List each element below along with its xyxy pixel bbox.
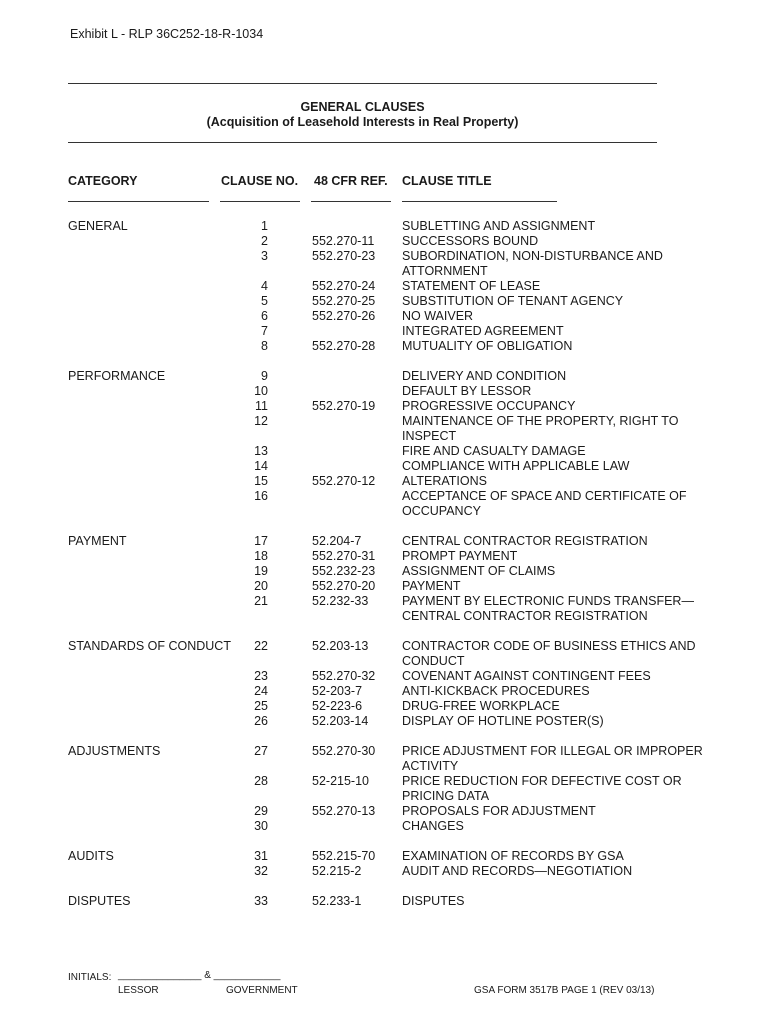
- clause-title: NO WAIVER: [402, 309, 474, 323]
- category-label: STANDARDS OF CONDUCT: [68, 639, 231, 653]
- clause-title: ASSIGNMENT OF CLAIMS: [402, 564, 556, 578]
- clause-number: 11: [255, 399, 268, 413]
- clause-title: SUCCESSORS BOUND: [402, 234, 539, 248]
- clause-title: DEFAULT BY LESSOR: [402, 384, 532, 398]
- footer-government-label: GOVERNMENT: [226, 985, 298, 996]
- clause-title: COVENANT AGAINST CONTINGENT FEES: [402, 669, 651, 683]
- cfr-reference: 52.203-14: [312, 714, 369, 728]
- header-clause-no: CLAUSE NO.: [221, 174, 299, 188]
- document-subtitle: (Acquisition of Leasehold Interests in Real Property): [206, 115, 519, 129]
- clause-title: SUBSTITUTION OF TENANT AGENCY: [402, 294, 624, 308]
- clause-title: DELIVERY AND CONDITION: [402, 369, 567, 383]
- clause-number: 8: [261, 339, 268, 353]
- header-underline-category: [68, 201, 209, 202]
- category-label: AUDITS: [68, 849, 114, 863]
- clause-title: PRICE ADJUSTMENT FOR ILLEGAL OR IMPROPER ACTIVITY: [402, 744, 703, 773]
- clause-number: 29: [254, 804, 268, 818]
- clause-title: SUBLETTING AND ASSIGNMENT: [402, 219, 596, 233]
- clause-title: PRICE REDUCTION FOR DEFECTIVE COST OR PRICING DATA: [402, 774, 682, 803]
- cfr-reference: 552.270-11: [312, 234, 375, 248]
- cfr-reference: 552.215-70: [312, 849, 376, 863]
- category-label: ADJUSTMENTS: [68, 744, 161, 758]
- cfr-reference: 552.270-26: [312, 309, 376, 323]
- clause-number: 27: [254, 744, 268, 758]
- clause-number: 10: [254, 384, 268, 398]
- clause-number: 14: [254, 459, 268, 473]
- clause-number: 24: [254, 684, 268, 698]
- clause-number: 31: [254, 849, 268, 863]
- clause-number: 19: [254, 564, 268, 578]
- clause-number: 1: [261, 219, 268, 233]
- clause-number: 3: [261, 249, 268, 263]
- cfr-reference: 52.203-13: [312, 639, 369, 653]
- clause-title: PROGRESSIVE OCCUPANCY: [402, 399, 576, 413]
- cfr-reference: 552.270-23: [312, 249, 376, 263]
- clause-number: 7: [261, 324, 268, 338]
- clause-title: AUDIT AND RECORDS—NEGOTIATION: [402, 864, 633, 878]
- clause-number: 4: [261, 279, 268, 293]
- clause-title: ACCEPTANCE OF SPACE AND CERTIFICATE OF OCCUPANCY: [402, 489, 687, 518]
- footer-form-number: GSA FORM 3517B PAGE 1 (REV 03/13): [474, 985, 655, 996]
- document-title: GENERAL CLAUSES: [300, 100, 425, 114]
- footer-lessor-label: LESSOR: [118, 985, 159, 996]
- clause-title: CONTRACTOR CODE OF BUSINESS ETHICS AND CONDUCT: [402, 639, 696, 668]
- category-label: GENERAL: [68, 219, 128, 233]
- clause-number: 21: [254, 594, 268, 608]
- category-label: PERFORMANCE: [68, 369, 166, 383]
- cfr-reference: 552.270-30: [312, 744, 376, 758]
- category-label: PAYMENT: [68, 534, 127, 548]
- clause-number: 9: [261, 369, 268, 383]
- clause-number: 17: [254, 534, 268, 548]
- cfr-reference: 52-215-10: [312, 774, 369, 788]
- cfr-reference: 552.270-32: [312, 669, 376, 683]
- clause-number: 28: [254, 774, 268, 788]
- cfr-reference: 52-223-6: [312, 699, 363, 713]
- clause-number: 5: [261, 294, 268, 308]
- cfr-reference: 52-203-7: [312, 684, 363, 698]
- clause-number: 32: [254, 864, 268, 878]
- cfr-reference: 552.270-28: [312, 339, 376, 353]
- cfr-reference: 52.233-1: [312, 894, 362, 908]
- cfr-reference: 552.270-25: [312, 294, 376, 308]
- cfr-reference: 52.215-2: [312, 864, 362, 878]
- header-cfr-ref: 48 CFR REF.: [314, 174, 388, 188]
- header-category: CATEGORY: [68, 174, 138, 188]
- clause-title: EXAMINATION OF RECORDS BY GSA: [402, 849, 624, 863]
- clause-title: MAINTENANCE OF THE PROPERTY, RIGHT TO INSPECT: [402, 414, 679, 443]
- clause-number: 15: [254, 474, 268, 488]
- cfr-reference: 552.270-31: [312, 549, 376, 563]
- clause-number: 33: [254, 894, 268, 908]
- clause-title: CENTRAL CONTRACTOR REGISTRATION: [402, 534, 648, 548]
- cfr-reference: 552.270-13: [312, 804, 376, 818]
- header-underline-clause-no: [220, 201, 300, 202]
- clause-number: 16: [254, 489, 268, 503]
- footer-initials-label: INITIALS:: [68, 972, 112, 983]
- clause-title: SUBORDINATION, NON-DISTURBANCE AND ATTORNMENT: [402, 249, 663, 278]
- clause-number: 20: [254, 579, 268, 593]
- clause-title: PAYMENT BY ELECTRONIC FUNDS TRANSFER— CENTRAL CONTRACTOR REGISTRATION: [402, 594, 694, 623]
- header-underline-clause-title: [402, 201, 557, 202]
- clause-number: 2: [261, 234, 268, 248]
- clause-title: PAYMENT: [402, 579, 461, 593]
- clause-title: ALTERATIONS: [402, 474, 487, 488]
- clause-number: 18: [254, 549, 268, 563]
- clause-number: 26: [254, 714, 268, 728]
- clause-title: CHANGES: [402, 819, 464, 833]
- clause-number: 6: [261, 309, 268, 323]
- clause-title: DISPUTES: [402, 894, 465, 908]
- clause-title: PROPOSALS FOR ADJUSTMENT: [402, 804, 596, 818]
- clause-number: 22: [254, 639, 268, 653]
- title-bottom-rule: [68, 142, 657, 143]
- cfr-reference: 52.232-33: [312, 594, 369, 608]
- cfr-reference: 552.270-19: [312, 399, 376, 413]
- category-label: DISPUTES: [68, 894, 131, 908]
- clause-title: DISPLAY OF HOTLINE POSTER(S): [402, 714, 604, 728]
- clause-number: 30: [254, 819, 268, 833]
- cfr-reference: 52.204-7: [312, 534, 362, 548]
- header-underline-cfr-ref: [311, 201, 391, 202]
- header-clause-title: CLAUSE TITLE: [402, 174, 492, 188]
- cfr-reference: 552.270-24: [312, 279, 376, 293]
- clause-title: DRUG-FREE WORKPLACE: [402, 699, 560, 713]
- clause-number: 13: [254, 444, 268, 458]
- clause-number: 23: [254, 669, 268, 683]
- clause-number: 12: [254, 414, 268, 428]
- cfr-reference: 552.270-20: [312, 579, 376, 593]
- footer-initials-line: _______________ & ____________: [118, 970, 281, 981]
- clause-title: STATEMENT OF LEASE: [402, 279, 541, 293]
- clause-number: 25: [254, 699, 268, 713]
- clause-title: PROMPT PAYMENT: [402, 549, 518, 563]
- cfr-reference: 552.232-23: [312, 564, 376, 578]
- top-rule: [68, 83, 657, 84]
- clause-title: FIRE AND CASUALTY DAMAGE: [402, 444, 586, 458]
- clause-title: INTEGRATED AGREEMENT: [402, 324, 564, 338]
- cfr-reference: 552.270-12: [312, 474, 376, 488]
- exhibit-label: Exhibit L - RLP 36C252-18-R-1034: [70, 27, 264, 41]
- clause-title: ANTI-KICKBACK PROCEDURES: [402, 684, 590, 698]
- clause-title: COMPLIANCE WITH APPLICABLE LAW: [402, 459, 630, 473]
- clause-title: MUTUALITY OF OBLIGATION: [402, 339, 573, 353]
